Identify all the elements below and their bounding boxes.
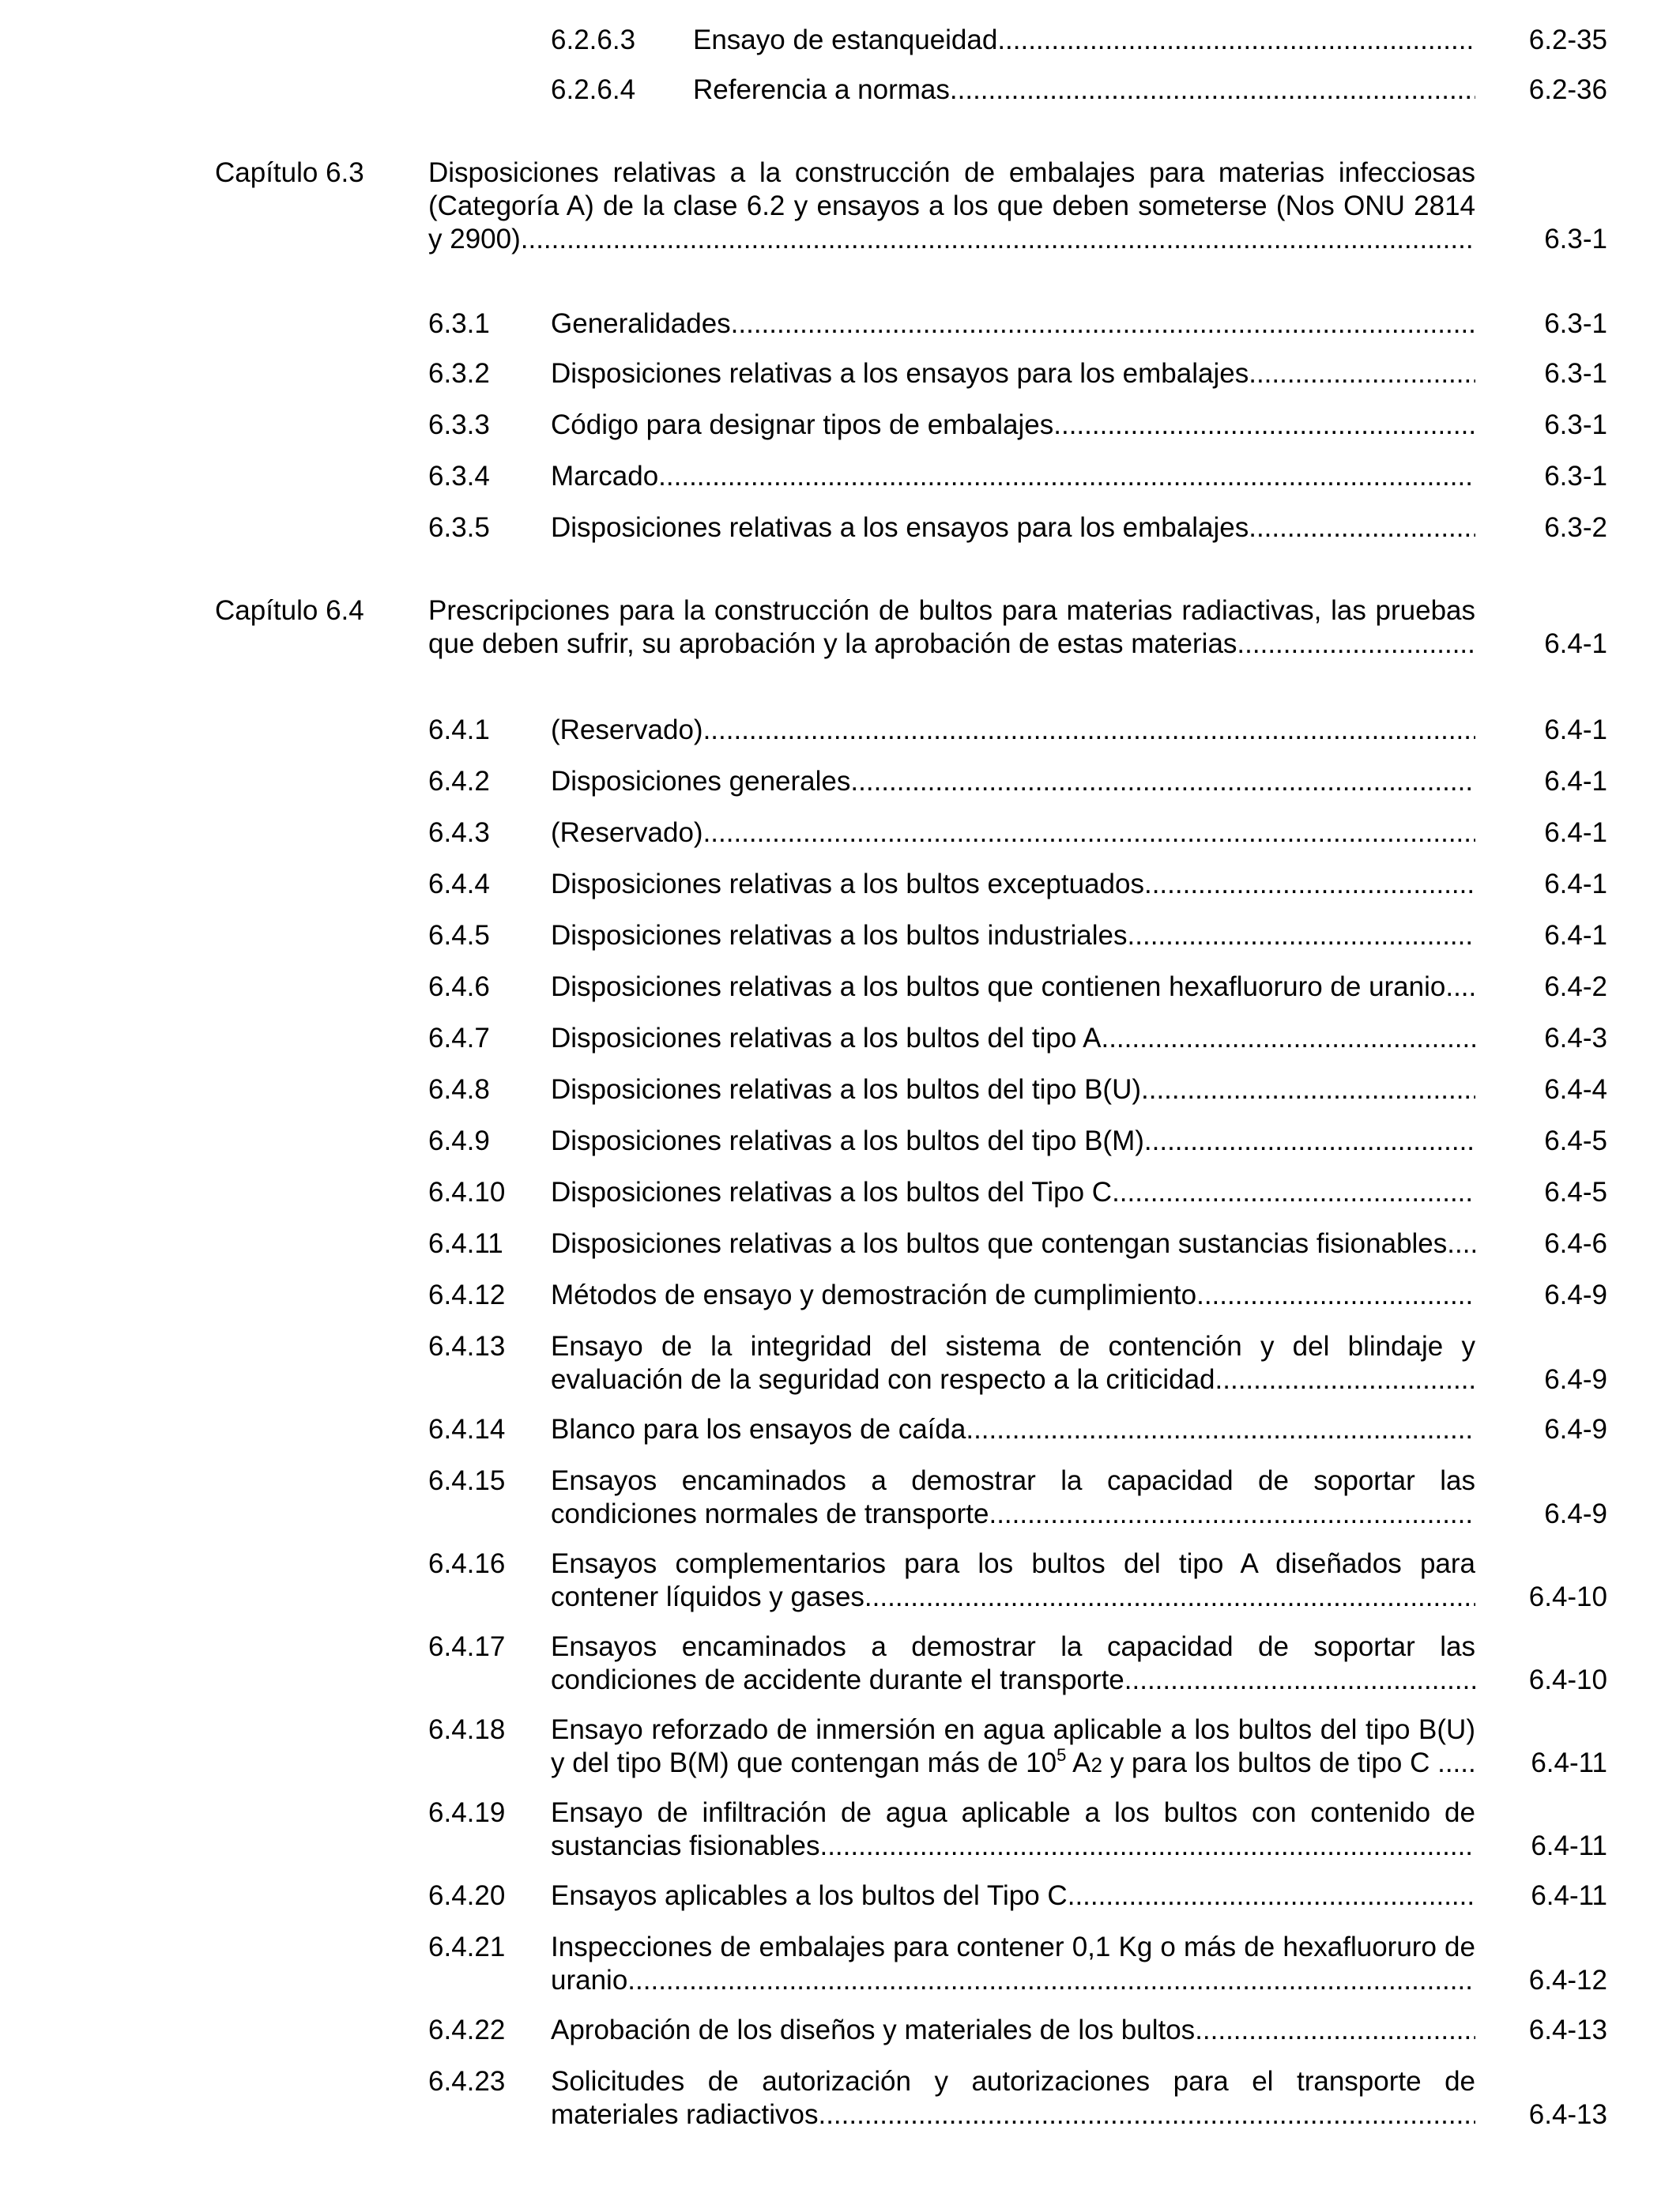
entry-title-line: Ensayo de estanqueidad ..... [693,24,1475,57]
entry-title-line: sustancias fisionables ..... [551,1830,1475,1863]
section-number: 6.4.22 [428,2015,506,2045]
page-number: 6.4-9 [1544,1364,1607,1395]
page-number: 6.4-11 [1531,1747,1607,1778]
entry-title-line: Disposiciones relativas a los bultos industriales ..... [551,919,1475,952]
page-number: 6.4-1 [1544,628,1607,659]
entry-title [551,919,1475,952]
entry-title-line: Código para designar tipos de embalajes ..... [551,409,1475,442]
section-number: 6.4.10 [428,1177,506,1208]
entry-title-line: y del tipo B(M) que contengan más de $10^5$ A2 y para los bultos de tipo C ..... [551,1747,1475,1781]
entry-title [551,1073,1475,1106]
entry-title-line: Ensayos encaminados a demostrar la capacidad de soportar las [551,1465,1475,1496]
entry-title-line: Disposiciones relativas a los bultos que contengan sustancias fisionables ..... [551,1227,1475,1261]
section-number: 6.4.13 [428,1331,506,1362]
entry-title-line: Disposiciones relativas a los bultos del tipo A ..... [551,1022,1475,1055]
entry-title [551,1279,1475,1312]
entry-title [551,714,1475,747]
section-number: 6.2.6.3 [551,25,636,55]
page-number: 6.4-6 [1544,1228,1607,1259]
entry-title-line: materiales radiactivos ..... [551,2098,1475,2132]
page-number: 6.4-1 [1544,714,1607,745]
page-number: 6.3-1 [1544,358,1607,389]
chapter-label: Capítulo 6.4 [215,595,364,626]
entry-title [551,1176,1475,1209]
entry-title [551,357,1475,390]
section-number: 6.4.19 [428,1797,506,1828]
page-number: 6.3-1 [1544,409,1607,440]
entry-title-line: Disposiciones relativas a los bultos del Tipo C ..... [551,1176,1475,1209]
entry-title [428,594,1475,661]
entry-title-line: (Categoría A) de la clase 6.2 y ensayos a los que deben someterse (Nos ONU 2814 [428,190,1475,221]
entry-title [551,1022,1475,1055]
entry-title-line: Ensayo de la integridad del sistema de contención y del blindaje y [551,1331,1475,1362]
section-number: 6.3.2 [428,358,490,389]
page-number: 6.4-5 [1544,1125,1607,1156]
entry-title [551,1796,1475,1863]
section-number: 6.4.4 [428,869,490,899]
entry-title [551,765,1475,798]
entry-title [551,816,1475,850]
section-number: 6.4.2 [428,766,490,797]
page-number: 6.2-35 [1528,25,1607,55]
page-number: 6.2-36 [1528,74,1607,105]
entry-title-line: Referencia a normas ..... [693,74,1475,107]
entry-title [551,1465,1475,1531]
entry-title [551,1330,1475,1397]
section-number: 6.4.17 [428,1631,506,1662]
entry-title-line: Marcado ..... [551,460,1475,493]
page-number: 6.4-1 [1544,817,1607,848]
section-number: 6.4.1 [428,714,490,745]
page-number: 6.4-2 [1544,971,1607,1002]
entry-title-line: Disposiciones relativas a los ensayos para los embalajes ..... [551,357,1475,390]
page-number: 6.4-4 [1544,1074,1607,1105]
page-number: 6.3-2 [1544,512,1607,543]
page-number: 6.4-13 [1528,2015,1607,2045]
section-number: 6.4.7 [428,1023,490,1054]
chapter-label: Capítulo 6.3 [215,157,364,188]
entry-title [551,1713,1475,1781]
entry-title [551,1413,1475,1446]
section-number: 6.4.20 [428,1880,506,1911]
page-number: 6.4-1 [1544,869,1607,899]
entry-title [551,1630,1475,1697]
page-number: 6.4-11 [1531,1880,1607,1911]
section-number: 6.4.12 [428,1280,506,1310]
entry-title-line: Disposiciones relativas a la construcción de embalajes para materias infecciosas [428,157,1475,188]
entry-title-line: Disposiciones relativas a los bultos que contienen hexafluoruro de uranio ..... [551,971,1475,1004]
entry-title [551,511,1475,545]
entry-title [551,971,1475,1004]
entry-title [693,74,1475,107]
entry-title [551,409,1475,442]
entry-title-line: contener líquidos y gases ..... [551,1581,1475,1614]
entry-title-line: Solicitudes de autorización y autorizaciones para el transporte de [551,2066,1475,2097]
section-number: 6.4.5 [428,920,490,951]
entry-title-line: (Reservado) ..... [551,714,1475,747]
entry-title-line: Ensayo reforzado de inmersión en agua aplicable a los bultos del tipo B(U) [551,1714,1475,1745]
page-number: 6.4-10 [1528,1581,1607,1612]
entry-title-line: Disposiciones generales ..... [551,765,1475,798]
entry-title-line: y 2900) ..... [428,223,1475,256]
page-number: 6.4-1 [1544,766,1607,797]
entry-title [551,2065,1475,2132]
section-number: 6.3.5 [428,512,490,543]
section-number: 6.4.9 [428,1125,490,1156]
section-number: 6.4.15 [428,1465,506,1496]
section-number: 6.4.6 [428,971,490,1002]
entry-title-line: condiciones de accidente durante el transporte ..... [551,1664,1475,1697]
entry-title-line: Disposiciones relativas a los bultos del tipo B(M) ..... [551,1125,1475,1158]
entry-title [551,1931,1475,1997]
page-number: 6.4-12 [1528,1965,1607,1996]
section-number: 6.4.11 [428,1228,503,1259]
section-number: 6.4.18 [428,1714,506,1745]
entry-title-line: uranio ..... [551,1964,1475,1997]
entry-title-line: evaluación de la seguridad con respecto a la criticidad ..... [551,1363,1475,1397]
section-number: 6.3.1 [428,308,490,339]
section-number: 6.4.16 [428,1548,506,1579]
section-number: 6.4.3 [428,817,490,848]
entry-title [428,156,1475,256]
entry-title-line: condiciones normales de transporte ..... [551,1498,1475,1531]
section-number: 6.3.4 [428,461,490,492]
section-number: 6.4.23 [428,2066,506,2097]
page-number: 6.4-9 [1544,1414,1607,1445]
page-number: 6.4-5 [1544,1177,1607,1208]
entry-title [551,2014,1475,2047]
entry-title [551,460,1475,493]
section-number: 6.4.21 [428,1932,506,1962]
entry-title [551,1227,1475,1261]
entry-title [551,1879,1475,1913]
page-number: 6.4-9 [1544,1280,1607,1310]
entry-title-line: Generalidades ..... [551,307,1475,341]
entry-title-line: Ensayos aplicables a los bultos del Tipo C ..... [551,1879,1475,1913]
entry-title-line: Disposiciones relativas a los bultos del tipo B(U) ..... [551,1073,1475,1106]
entry-title-line: Blanco para los ensayos de caída ..... [551,1413,1475,1446]
page-number: 6.4-3 [1544,1023,1607,1054]
page-number: 6.4-10 [1528,1664,1607,1695]
entry-title-line: Aprobación de los diseños y materiales de los bultos ..... [551,2014,1475,2047]
entry-title-line: (Reservado) ..... [551,816,1475,850]
page-number: 6.4-1 [1544,920,1607,951]
page-number: 6.3-1 [1544,224,1607,254]
entry-title [551,1547,1475,1614]
page-number: 6.4-9 [1544,1498,1607,1529]
entry-title [693,24,1475,57]
section-number: 6.4.14 [428,1414,506,1445]
section-number: 6.3.3 [428,409,490,440]
entry-title-line: Ensayo de infiltración de agua aplicable a los bultos con contenido de [551,1797,1475,1828]
entry-title [551,1125,1475,1158]
section-number: 6.4.8 [428,1074,490,1105]
entry-title-line: Métodos de ensayo y demostración de cumplimiento ..... [551,1279,1475,1312]
entry-title-line: Disposiciones relativas a los ensayos para los embalajes ..... [551,511,1475,545]
entry-title-line: Prescripciones para la construcción de bultos para materias radiactivas, las pruebas [428,595,1475,626]
section-number: 6.2.6.4 [551,74,636,105]
page-number: 6.3-1 [1544,461,1607,492]
entry-title-line: Ensayos encaminados a demostrar la capacidad de soportar las [551,1631,1475,1662]
entry-title-line: Inspecciones de embalajes para contener 0,1 Kg o más de hexafluoruro de [551,1932,1475,1962]
entry-title-line: Ensayos complementarios para los bultos del tipo A diseñados para [551,1548,1475,1579]
entry-title [551,307,1475,341]
entry-title-line: que deben sufrir, su aprobación y la aprobación de estas materias ..... [428,628,1475,661]
entry-title [551,868,1475,901]
page-number: 6.3-1 [1544,308,1607,339]
page-number: 6.4-11 [1531,1830,1607,1861]
entry-title-line: Disposiciones relativas a los bultos exceptuados ..... [551,868,1475,901]
page-number: 6.4-13 [1528,2099,1607,2130]
